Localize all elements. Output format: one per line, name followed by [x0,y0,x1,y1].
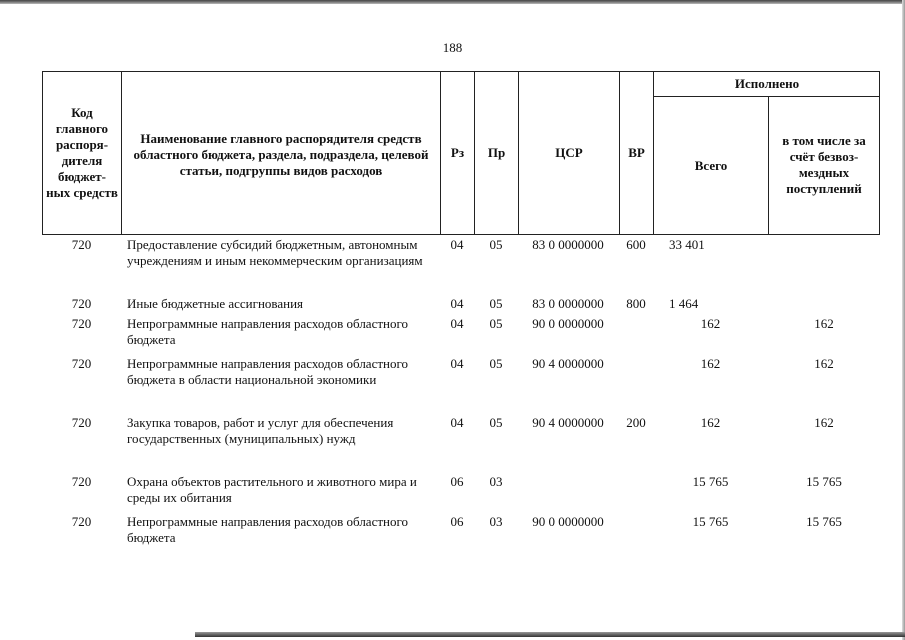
cell-csr: 90 0 0000000 [532,316,604,331]
cell-gratuitous: 162 [814,316,834,331]
page-number: 188 [442,40,463,55]
cell-name: Непрограммные направления расходов областного бюджета [127,514,408,545]
header-pr: Пр [487,145,506,160]
cell-code: 720 [71,316,92,331]
cell-pr: 05 [489,296,503,311]
cell-pr: 05 [489,415,503,430]
cell-gratuitous: 15 765 [806,474,842,489]
cell-pr: 03 [489,474,503,489]
cell-gratuitous: 15 765 [806,514,842,529]
cell-pr: 05 [489,356,503,371]
cell-csr: 83 0 0000000 [532,237,604,252]
cell-name: Предоставление субсидий бюджетным, автономным учреждениям и иным некоммерческим организациям [127,237,423,268]
cell-pr: 05 [489,316,503,331]
cell-csr: 83 0 0000000 [532,296,604,311]
cell-total: 33 401 [669,237,705,252]
cell-total: 162 [700,316,721,331]
scan-top-edge [0,0,905,4]
cell-code: 720 [71,356,92,371]
cell-rz: 04 [450,296,464,311]
header-rz: Рз [450,145,465,160]
cell-csr: 90 4 0000000 [532,415,604,430]
header-code: Код главного распоря-дителя бюджет-ных средств [46,105,118,200]
header-divider [768,96,769,235]
cell-code: 720 [71,514,92,529]
scan-bottom-edge [195,632,905,637]
cell-code: 720 [71,237,92,252]
header-executed: Исполнено [734,75,800,91]
cell-name: Охрана объектов растительного и животного мира и среды их обитания [127,474,417,505]
cell-rz: 04 [450,237,464,252]
header-divider [121,71,122,235]
cell-gratuitous: 162 [814,415,834,430]
header-csr: ЦСР [555,145,583,160]
cell-code: 720 [71,415,92,430]
cell-total: 15 765 [692,514,729,529]
header-total: Всего [694,158,728,173]
cell-vr: 200 [626,415,646,430]
cell-name: Непрограммные направления расходов областного бюджета в области национальной экономики [127,356,408,387]
cell-rz: 06 [450,474,464,489]
cell-total: 15 765 [692,474,729,489]
cell-pr: 03 [489,514,503,529]
cell-rz: 04 [450,415,464,430]
cell-rz: 04 [450,356,464,371]
cell-rz: 06 [450,514,464,529]
cell-name: Непрограммные направления расходов областного бюджета [127,316,408,347]
cell-name: Закупка товаров, работ и услуг для обеспечения государственных (муниципальных) нужд [127,415,394,446]
header-name: Наименование главного распорядителя средств областного бюджета, раздела, подраздела, целевой статьи, подгруппы видов расходов [133,131,429,178]
header-vr: ВР [628,145,645,160]
cell-total: 162 [700,415,721,430]
cell-total: 1 464 [669,296,699,311]
cell-code: 720 [71,474,92,489]
header-gratuitous: в том числе за счёт безвоз-мездных поступлений [782,133,866,196]
cell-pr: 05 [489,237,503,252]
cell-csr: 90 4 0000000 [532,356,604,371]
cell-vr: 800 [626,296,646,311]
cell-code: 720 [71,296,92,311]
cell-rz: 04 [450,316,464,331]
cell-gratuitous: 162 [814,356,834,371]
cell-total: 162 [700,356,721,371]
cell-csr: 90 0 0000000 [532,514,604,529]
cell-vr: 600 [626,237,646,252]
cell-name: Иные бюджетные ассигнования [127,296,304,311]
